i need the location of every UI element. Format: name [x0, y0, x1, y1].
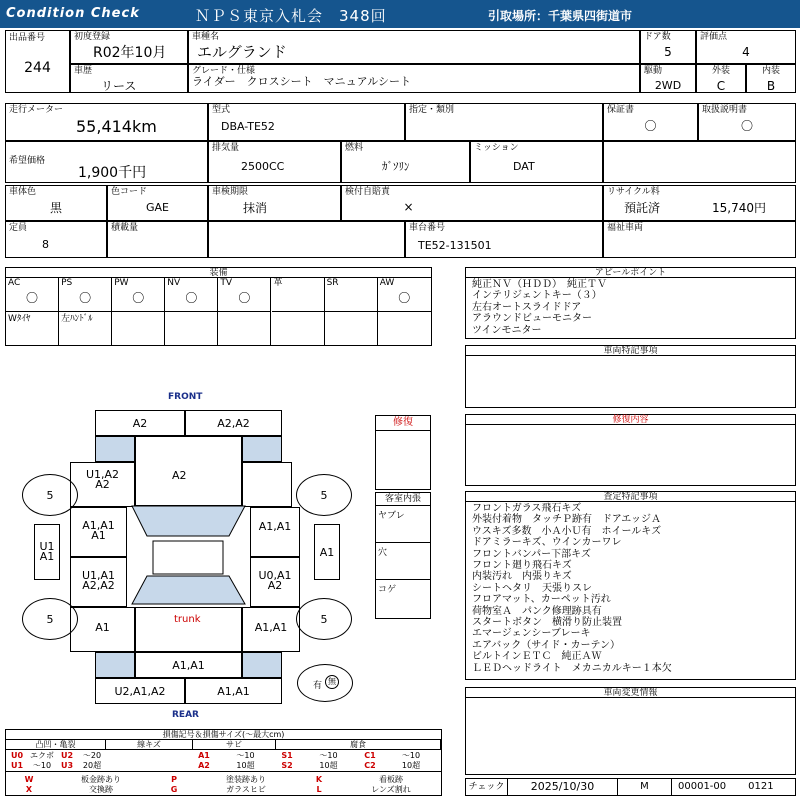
- cabin-title: 客室内張: [376, 493, 430, 506]
- appeal-title: アピールポイント: [466, 268, 795, 278]
- left-taillight: [95, 652, 135, 678]
- left-front-door: A1,A1 A1: [70, 507, 127, 557]
- color-code-label: 色コード: [111, 187, 148, 197]
- legend-code: G: [170, 785, 178, 794]
- right-rear-door: U0,A1 A2: [250, 557, 300, 607]
- tire-right-front: 5: [296, 474, 352, 516]
- auction-title: ＮＰＳ東京入札会 348回: [195, 7, 387, 25]
- equipment-value: 〇: [185, 291, 198, 305]
- rear-label: REAR: [172, 710, 199, 720]
- legend-code: U3: [60, 761, 74, 770]
- legend-code: S1: [281, 751, 293, 760]
- displacement: 2500CC: [241, 160, 285, 173]
- equipment-value: 〇: [79, 291, 92, 305]
- load-box: [107, 221, 208, 258]
- car-name-box: [188, 30, 640, 64]
- fuel-box: [341, 141, 470, 183]
- history-label: 車歴: [74, 66, 93, 76]
- recycle-status: 預託済: [624, 201, 661, 215]
- equipment-cell: [378, 312, 431, 345]
- equipment-value: 〇: [132, 291, 145, 305]
- inspector-line: フロントバンパー下部キズ: [472, 548, 591, 560]
- rating-box: [696, 30, 796, 64]
- right-headlight: [242, 436, 282, 462]
- left-quarter: A1: [70, 607, 135, 652]
- legend-desc: 〜20: [82, 751, 102, 760]
- changes-title: 車両変更情報: [466, 688, 795, 698]
- legend-desc: 10超: [319, 761, 338, 770]
- equipment-label: 革: [273, 278, 283, 288]
- code2: 0121: [748, 781, 774, 792]
- body-color-label: 車体色: [9, 187, 37, 197]
- check-date: 2025/10/30: [508, 779, 618, 795]
- front-bumper-left: A2: [95, 410, 185, 436]
- rear-bumper-right: A1,A1: [185, 678, 282, 704]
- history: リース: [101, 79, 137, 93]
- inspector-line: 外装付着物 タッチＰ跡有 ドアエッジＡ: [472, 514, 661, 526]
- cabin-box: [375, 492, 431, 619]
- legend-desc: 20超: [82, 761, 102, 770]
- inspector-line: ウスキズ多数 小Ａ小Ｕ有 ホイールキズ: [472, 525, 662, 537]
- legend-code: C2: [364, 761, 376, 770]
- left-headlight: [95, 436, 135, 462]
- appeal-line: ツインモニター: [472, 324, 542, 336]
- load-label: 積載量: [111, 223, 139, 233]
- code1: 00001-00: [678, 781, 727, 792]
- manual-label: 取扱説明書: [702, 105, 748, 115]
- equipment-cell: [272, 312, 325, 345]
- header-bar: [0, 0, 800, 28]
- price-label: 希望価格: [9, 156, 46, 166]
- rear-panel: A1,A1: [135, 652, 242, 678]
- repair-box: [375, 415, 431, 490]
- first-reg: R02年10月: [93, 45, 167, 61]
- legend-code: K: [315, 775, 323, 784]
- inspector-line: ＬＥＤヘッドライト メカニカルキー１本欠: [472, 662, 672, 674]
- legend-desc: エクボ: [30, 751, 54, 760]
- equipment-cell: [112, 278, 165, 312]
- spare-tire: [297, 664, 353, 702]
- grade-box: [188, 64, 640, 93]
- exterior-label: 外装: [711, 66, 730, 76]
- equipment-cell: [325, 312, 378, 345]
- doors-label: ドア数: [644, 32, 671, 42]
- legend-code: A1: [198, 751, 210, 760]
- inspector-line: シートヘタリ 天張りスレ: [472, 582, 592, 594]
- equipment-cell: [59, 278, 112, 312]
- equipment-table: [5, 267, 432, 346]
- cabin-tear: ヤブレ: [376, 506, 430, 543]
- inspector-line: スタートボタン 横滑り防止装置: [472, 617, 622, 628]
- mileage-box: [5, 103, 208, 141]
- color-code: GAE: [146, 201, 169, 214]
- inspection-box: [208, 185, 341, 221]
- drive: 2WD: [654, 79, 682, 92]
- exterior: C: [716, 79, 726, 93]
- insurance-label: 検付自賠責: [345, 187, 391, 197]
- inspector-notes-box: [465, 491, 796, 680]
- legend-desc: 〜10: [319, 751, 338, 760]
- inspector-line: ビルトインＥＴＣ 純正ＡＷ: [472, 651, 602, 663]
- inspector-line: エアバック（サイド・カーテン）: [472, 639, 620, 651]
- inspector-line: フロントガラス飛石キズ: [472, 503, 582, 514]
- model-box: [208, 103, 405, 141]
- pickup-location: 引取場所：千葉県四街道市: [488, 9, 633, 23]
- legend-code: P: [171, 775, 177, 784]
- equipment-label: AC: [8, 278, 21, 288]
- equipment-cell: [218, 278, 271, 312]
- grade: ライダー クロスシート マニュアルシート: [192, 75, 411, 88]
- car-name: エルグランド: [197, 43, 287, 61]
- equipment-label: AW: [379, 278, 395, 288]
- equipment-cell: [218, 312, 271, 345]
- interior: B: [766, 79, 776, 93]
- legend-desc: 交換跡: [89, 785, 113, 794]
- tire-left-front: 5: [22, 474, 78, 516]
- rating: 4: [742, 45, 750, 59]
- legend-title: 損傷記号＆損傷サイズ(〜最大cm): [6, 730, 441, 740]
- left-rocker: U1 A1: [34, 524, 60, 580]
- inspector-line: フロアマット、カーペット汚れ: [472, 594, 611, 606]
- inspector-line: 内装汚れ 内張りキズ: [472, 571, 572, 583]
- equipment-value: 〇: [26, 291, 39, 305]
- designation-label: 指定・類別: [409, 105, 455, 115]
- designation-box: [405, 103, 603, 141]
- equipment-extra: 左ﾊﾝﾄﾞﾙ: [61, 314, 93, 324]
- check-label: チェック: [466, 779, 508, 795]
- repair-content-box: [465, 414, 796, 486]
- legend-code: W: [24, 775, 34, 784]
- hood-value: A2: [172, 469, 187, 482]
- interior-label: 内装: [761, 66, 780, 76]
- mission-box: [470, 141, 603, 183]
- legend-code: L: [316, 785, 322, 794]
- mileage: 55,414km: [76, 117, 157, 136]
- spare-yes: 有: [313, 681, 323, 691]
- capacity-box: [5, 221, 107, 258]
- legend-code: A2: [198, 761, 210, 770]
- equipment-extra: Wﾀｲﾔ: [8, 314, 31, 324]
- inspector-line: フロント廻り飛石キズ: [472, 560, 572, 571]
- chassis: TE52-131501: [418, 239, 492, 252]
- equipment-cell: [165, 312, 218, 345]
- insurance-box: [341, 185, 603, 221]
- equipment-cell: [6, 278, 59, 312]
- legend-code: S2: [281, 761, 293, 770]
- repair-content-title: 修復内容: [466, 415, 795, 425]
- warranty-box: [603, 103, 698, 141]
- chassis-label: 車台番号: [409, 223, 446, 233]
- inspection: 抹消: [243, 201, 268, 215]
- manual-box: [698, 103, 796, 141]
- first-reg-label: 初度登録: [74, 32, 111, 42]
- recycle-box: [603, 185, 796, 221]
- equipment-cell: [112, 312, 165, 345]
- legend-desc: レンズ割れ: [371, 785, 411, 794]
- right-front-fender: [242, 462, 292, 507]
- legend-header: 腐食: [276, 740, 441, 750]
- legend-code: U2: [60, 751, 74, 760]
- legend-desc: 10超: [401, 761, 421, 770]
- rear-bumper-left: U2,A1,A2: [95, 678, 185, 704]
- recycle-fee: 15,740円: [712, 201, 766, 215]
- inspector-line: エマージェンシーブレーキ: [472, 628, 591, 640]
- mission-label: ミッション: [474, 143, 519, 153]
- equipment-label: NV: [167, 278, 181, 288]
- legend-desc: ガラスヒビ: [226, 785, 266, 794]
- legend-desc: 〜10: [401, 751, 421, 760]
- legend-desc: 10超: [236, 761, 255, 770]
- equipment-cell: [272, 278, 325, 312]
- left-rear-door: U1,A1 A2,A2: [70, 557, 127, 607]
- front-label: FRONT: [168, 392, 203, 402]
- price: 1,900千円: [78, 165, 147, 181]
- code-box: [672, 779, 795, 795]
- warranty-label: 保証書: [607, 105, 635, 115]
- warranty: 〇: [644, 119, 657, 133]
- right-taillight: [242, 652, 282, 678]
- doors-box: [640, 30, 696, 64]
- hood: [135, 436, 242, 506]
- equipment-cell: [378, 278, 431, 312]
- equipment-label: TV: [220, 278, 233, 288]
- equipment-cell: [165, 278, 218, 312]
- mileage-label: 走行メーター: [9, 105, 64, 115]
- cabin-burn: コゲ: [378, 585, 397, 595]
- lot-number-label: 出品番号: [9, 33, 46, 43]
- blank-box: [603, 141, 796, 183]
- body-color-box: [5, 185, 107, 221]
- appeal-box: [465, 267, 796, 339]
- equipment-title: 装備: [6, 268, 431, 278]
- legend-header: 凸凹・亀裂: [6, 740, 106, 750]
- legend-code: U0: [10, 751, 24, 760]
- inspector-line: ドアミラーキズ、ウインカーワレ: [472, 537, 622, 549]
- grade-label: グレード・仕様: [192, 66, 256, 76]
- roof-cabin-outline: [127, 504, 250, 608]
- trunk-label: trunk: [174, 614, 201, 625]
- equipment-label: SR: [326, 278, 339, 288]
- color-code-box: [107, 185, 208, 221]
- legend-desc: 板金跡あり: [81, 775, 121, 784]
- tire-left-rear: 5: [22, 598, 78, 640]
- legend-code: X: [25, 785, 33, 794]
- inspector-notes-title: 査定特記事項: [466, 492, 795, 502]
- legend-desc: 塗装跡あり: [226, 775, 266, 784]
- legend-header: 線キズ: [106, 740, 193, 750]
- cabin-hole: 穴: [376, 543, 430, 580]
- exterior-box: [696, 64, 746, 93]
- rating-label: 評価点: [700, 32, 728, 42]
- vehicle-notes-title: 車両特記事項: [466, 346, 795, 356]
- lot-number: 244: [24, 60, 51, 76]
- lot-number-box: [5, 30, 70, 93]
- car-name-label: 車種名: [192, 32, 220, 42]
- check-mark: M: [618, 779, 672, 795]
- equipment-cell: [59, 312, 112, 345]
- footer-bar: [465, 778, 796, 796]
- fuel: ｶﾞｿﾘﾝ: [382, 160, 410, 173]
- fuel-label: 燃料: [345, 143, 364, 153]
- model: DBA-TE52: [221, 120, 275, 133]
- appeal-line: インテリジェントキー（３）: [472, 290, 602, 302]
- appeal-line: 純正ＮＶ（ＨＤＤ） 純正ＴＶ: [472, 279, 607, 290]
- equipment-value: 〇: [398, 291, 411, 305]
- inspector-line: 荷物室Ａ パンク修理跡具有: [472, 605, 602, 617]
- equipment-label: PW: [114, 278, 129, 288]
- mission: DAT: [513, 160, 535, 173]
- front-bumper-right: A2,A2: [185, 410, 282, 436]
- spare-no: 無: [325, 675, 339, 689]
- repair-label: 修復: [376, 416, 430, 431]
- inspection-label: 車検期限: [212, 187, 249, 197]
- damage-legend: [5, 729, 442, 796]
- legend-desc: 看板跡: [379, 775, 403, 784]
- equipment-cell: [6, 312, 59, 345]
- history-box: [70, 64, 188, 93]
- displacement-box: [208, 141, 341, 183]
- drive-box: [640, 64, 696, 93]
- body-color: 黒: [49, 201, 62, 215]
- trunk-lid: [135, 607, 242, 652]
- right-front-door: A1,A1: [250, 507, 300, 557]
- equipment-label: PS: [61, 278, 73, 288]
- model-label: 型式: [212, 105, 231, 115]
- legend-desc: 〜10: [236, 751, 255, 760]
- empty-box: [208, 221, 405, 258]
- interior-box: [746, 64, 796, 93]
- recycle-label: リサイクル料: [607, 187, 660, 197]
- legend-header: サビ: [193, 740, 276, 750]
- displacement-label: 排気量: [212, 143, 240, 153]
- right-rocker: A1: [314, 524, 340, 580]
- changes-box: [465, 687, 796, 775]
- first-reg-box: [70, 30, 188, 64]
- right-quarter: A1,A1: [242, 607, 300, 652]
- doors: 5: [664, 45, 672, 59]
- appeal-line: アラウンドビューモニター: [472, 313, 592, 325]
- legend-desc: 〜10: [32, 761, 52, 770]
- equipment-cell: [325, 278, 378, 312]
- equipment-value: 〇: [238, 291, 251, 305]
- legend-code: C1: [364, 751, 376, 760]
- header-title: Condition Check: [6, 6, 140, 21]
- tire-right-rear: 5: [296, 598, 352, 640]
- insurance: ×: [403, 200, 414, 214]
- left-front-fender: U1,A2 A2: [70, 462, 135, 507]
- welfare-box: [603, 221, 796, 258]
- manual: 〇: [740, 119, 753, 133]
- legend-code: U1: [10, 761, 24, 770]
- capacity-label: 定員: [9, 223, 28, 233]
- chassis-box: [405, 221, 603, 258]
- appeal-line: 左右オートスライドドア: [472, 301, 582, 313]
- price-box: [5, 141, 208, 183]
- capacity: 8: [42, 238, 49, 251]
- drive-label: 駆動: [644, 66, 663, 76]
- vehicle-notes-box: [465, 345, 796, 408]
- welfare-label: 福祉車両: [607, 223, 644, 233]
